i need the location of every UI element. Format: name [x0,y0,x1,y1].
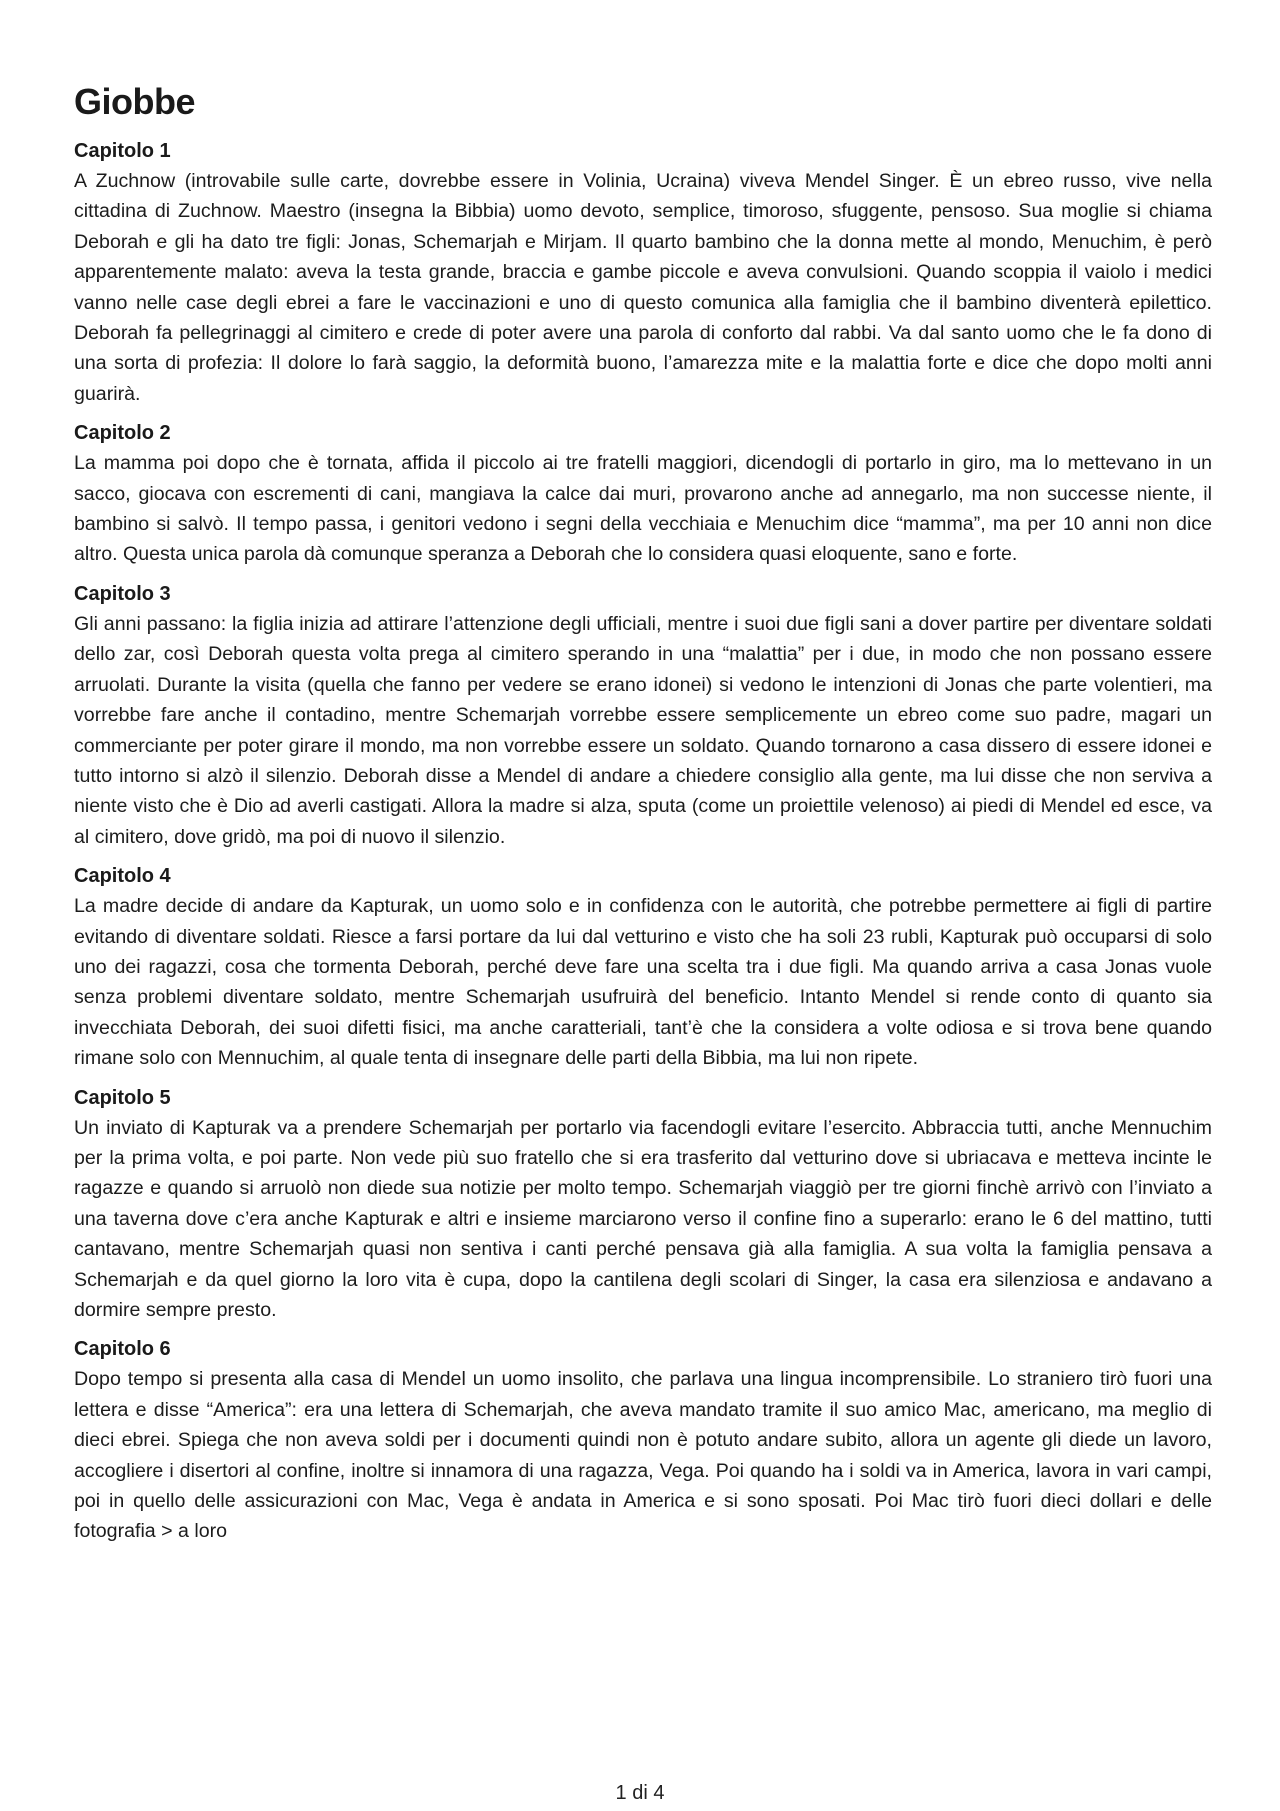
chapter-title: Capitolo 2 [74,422,171,445]
chapter-text: La madre decide di andare da Kapturak, un uomo solo e in confidenza con le autorità, che potrebbe permettere ai figli di partire evitando di diventare soldati. Riesce a farsi portare da lui dal vetturino e visto che ha soli 23 rubli, Kapturak può occuparsi di solo uno dei ragazzi, cosa che tormenta Deborah, perché deve fare una scelta tra i due figli. Ma quando arriva a casa Jonas vuole senza problemi diventare soldato, mentre Schemarjah usufruirà del beneficio. Intanto Mendel si rende conto di quanto sia invecchiata Deborah, dei suoi difetti fisici, ma anche caratteriali, tant’è che la considera a volte odiosa e si trova bene quando rimane solo con Mennuchim, al quale tenta di insegnare delle parti della Bibbia, ma lui non ripete. [74,895,1212,1070]
page-number: 1 di 4 [615,1782,665,1804]
chapter-section [74,579,1212,852]
chapter-text: A Zuchnow (introvabile sulle carte, dovrebbe essere in Volinia, Ucraina) viveva Mendel Singer. È un ebreo russo, vive nella cittadina di Zuchnow. Maestro (insegna la Bibbia) uomo devoto, semplice, timoroso, sfuggente, pensoso. Sua moglie si chiama Deborah e gli ha dato tre figli: Jonas, Schemarjah e Mirjam. Il quarto bambino che la donna mette al mondo, Menuchim, è però apparentemente malato: aveva la testa grande, braccia e gambe piccole e aveva convulsioni. Quando scoppia il vaiolo i medici vanno nelle case degli ebrei a fare le vaccinazioni e uno di questo comunica alla famiglia che il bambino diventerà epilettico. Deborah fa pellegrinaggi al cimitero e crede di poter avere una parola di conforto dal rabbi. Va dal santo uomo che le fa dono di una sorta di profezia: Il dolore lo farà saggio, la deformità buono, l’amarezza mite e la malattia forte e dice che dopo molti anni guarirà. [74,170,1212,405]
chapter-title: Capitolo 6 [74,1338,171,1361]
chapter-section [74,1083,1212,1326]
chapter-section [74,861,1212,1073]
chapter-title: Capitolo 3 [74,582,171,605]
chapter-section [74,136,1212,409]
chapter-title: Capitolo 1 [74,140,171,162]
chapter-section [74,418,1212,570]
chapter-text: Gli anni passano: la figlia inizia ad attirare l’attenzione degli ufficiali, mentre i suoi due figli sani a dover partire per diventare soldati dello zar, così Deborah questa volta prega al cimitero sperando in una “malattia” per i due, in modo che non possano essere arruolati. Durante la visita (quella che fanno per vedere se erano idonei) si vedono le intenzioni di Jonas che parte volentieri, ma vorrebbe fare anche il contadino, mentre Schemarjah vorrebbe essere semplicemente un ebreo come suo padre, magari un commerciante per poter girare il mondo, ma non vorrebbe essere un soldato. Quando tornarono a casa dissero di essere idonei e tutto intorno si alzò il silenzio. Deborah disse a Mendel di andare a chiedere consiglio alla gente, ma lui disse che non serviva a niente visto che è Dio ad averli castigati. Allora la madre si alza, sputa (come un proiettile velenoso) ai piedi di Mendel ed esce, va al cimitero, dove gridò, ma poi di nuovo il silenzio. [74,612,1212,848]
chapter-section [74,1334,1212,1546]
chapter-title: Capitolo 4 [74,865,171,888]
document-page [74,76,1212,1556]
document-title: Giobbe [74,81,195,122]
chapter-text: Dopo tempo si presenta alla casa di Mendel un uomo insolito, che parlava una lingua incomprensibile. Lo straniero tirò fuori una lettera e disse “America”: era una lettera di Schemarjah, che aveva mandato tramite il suo amico Mac, americano, ma meglio di dieci ebrei. Spiega che non aveva soldi per i documenti quindi non è potuto andare subito, allora un agente gli diede un lavoro, accogliere i disertori al confine, inoltre si innamora di una ragazza, Vega. Poi quando ha i soldi va in America, lavora in vari campi, poi in quello delle assicurazioni con Mac, Vega è andata in America e si sono sposati. Poi Mac tirò fuori dieci dollari e delle fotografia > a loro [74,1368,1212,1543]
chapter-title: Capitolo 5 [74,1086,171,1109]
chapter-text: Un inviato di Kapturak va a prendere Schemarjah per portarlo via facendogli evitare l’esercito. Abbraccia tutti, anche Mennuchim per la prima volta, e poi parte. Non vede più suo fratello che si era trasferito dal vetturino dove si ubriacava e metteva incinte le ragazze e quando si arruolò non diede sua notizie per molto tempo. Schemarjah viaggiò per tre giorni finchè arrivò con l’inviato a una taverna dove c’era anche Kapturak e altri e insieme marciarono verso il confine fino a superarlo: erano le 6 del mattino, tutti cantavano, mentre Schemarjah quasi non sentiva i canti perché pensava già alla famiglia. A sua volta la famiglia pensava a Schemarjah e da quel giorno la loro vita è cupa, dopo la cantilena degli scolari di Singer, la casa era silenziosa e andavano a dormire sempre presto. [74,1116,1212,1321]
chapter-text: La mamma poi dopo che è tornata, affida il piccolo ai tre fratelli maggiori, dicendogli di portarlo in giro, ma lo mettevano in un sacco, giocava con escrementi di cani, mangiava la calce dai muri, provarono anche ad annegarlo, ma non successe niente, il bambino si salvò. Il tempo passa, i genitori vedono i segni della vecchiaia e Menuchim dice “mamma”, ma per 10 anni non dice altro. Questa unica parola dà comunque speranza a Deborah che lo considera quasi eloquente, sano e forte. [74,452,1212,566]
